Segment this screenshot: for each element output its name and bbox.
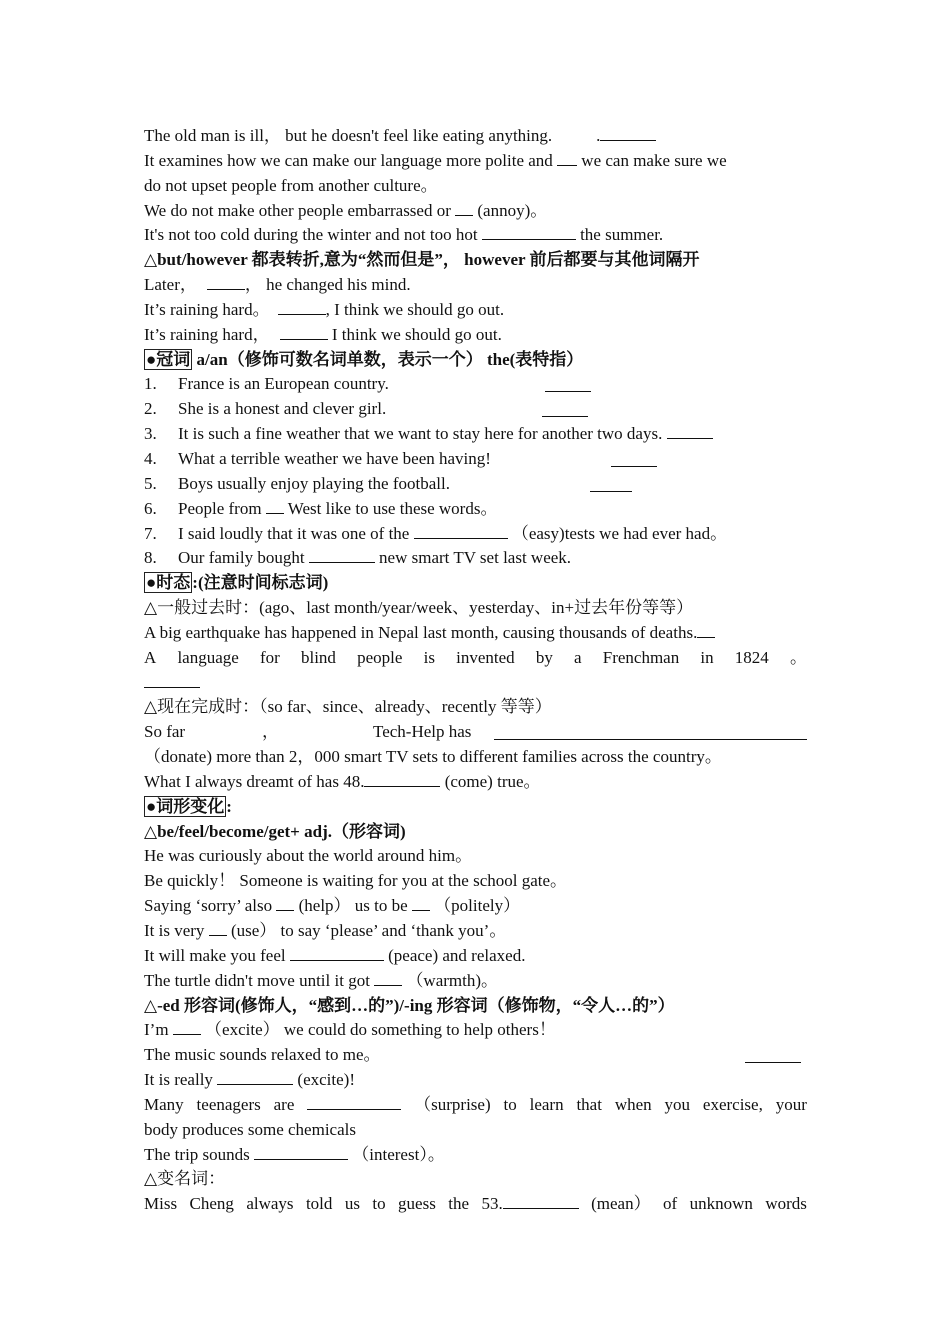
- sentence-line: It’s raining hard。 , I think we should go out.: [144, 299, 505, 319]
- list-item: 8. Our family bought new smart TV set last week.: [144, 548, 572, 568]
- word: to: [503, 1094, 517, 1114]
- word: Frenchman: [602, 647, 680, 667]
- word: （surprise): [414, 1094, 491, 1114]
- answer-blank[interactable]: [266, 498, 284, 514]
- word: us: [344, 1194, 360, 1214]
- word: that: [576, 1094, 602, 1114]
- answer-blank[interactable]: [412, 895, 430, 911]
- word: Many: [144, 1094, 184, 1114]
- sentence-line: （donate) more than 2，000 smart TV sets to different families across the country。: [144, 747, 722, 767]
- word: is: [423, 647, 435, 667]
- answer-blank[interactable]: [217, 1069, 293, 1085]
- sentence-line: He was curiously about the world around him。: [144, 846, 473, 866]
- answer-blank[interactable]: [173, 1019, 201, 1035]
- word: language: [177, 647, 239, 667]
- answer-blank[interactable]: [280, 324, 328, 340]
- word: exercise,: [702, 1094, 763, 1114]
- word: when: [614, 1094, 652, 1114]
- answer-blank[interactable]: [667, 423, 713, 439]
- sentence-text: The old man is ill， but he doesn't feel like eating anything.: [144, 126, 553, 145]
- answer-blank[interactable]: [590, 476, 632, 492]
- sentence-line: It's not too cold during the winter and not too hot the summer.: [144, 225, 664, 245]
- answer-blank[interactable]: [503, 1193, 579, 1209]
- word: [307, 1093, 401, 1118]
- sentence-line: A big earthquake has happened in Nepal last month, causing thousands of deaths.: [144, 621, 807, 646]
- sentence-line: The trip sounds （interest）。: [144, 1144, 445, 1164]
- word: the: [448, 1194, 470, 1214]
- subsection-heading: △变名词：: [144, 1169, 226, 1189]
- word: A: [144, 647, 157, 667]
- answer-blank[interactable]: [611, 451, 657, 467]
- answer-blank[interactable]: [414, 523, 508, 539]
- word: Miss: [144, 1194, 178, 1214]
- answer-blank[interactable]: [209, 920, 227, 936]
- answer-blank[interactable]: [600, 125, 656, 141]
- answer-blank[interactable]: [276, 895, 294, 911]
- subsection-heading: △-ed 形容词(修饰人，“感到…的”)/-ing 形容词（修饰物，“令人…的”）: [144, 995, 675, 1015]
- answer-blank[interactable]: [545, 376, 591, 392]
- sentence-line: What I always dreamt of has 48. (come) true。: [144, 771, 541, 791]
- sentence-line: The music sounds relaxed to me。: [144, 1043, 807, 1068]
- sentence-line: The old man is ill， but he doesn't feel like eating anything. .: [144, 124, 807, 149]
- word: Cheng: [189, 1194, 234, 1214]
- word: by: [535, 647, 553, 667]
- section-heading: ●时态 :(注意时间标志词): [146, 573, 329, 593]
- sentence-line: Later， ， he changed his mind.: [144, 275, 411, 295]
- answer-blank[interactable]: [290, 945, 384, 961]
- sentence-line: body produces some chemicals: [144, 1119, 356, 1139]
- word: of: [663, 1194, 678, 1214]
- answer-blank[interactable]: [482, 224, 576, 240]
- sentence-line: It is really (excite)!: [144, 1070, 355, 1090]
- word: in: [700, 647, 714, 667]
- answer-blank[interactable]: [307, 1094, 401, 1110]
- word: words: [765, 1194, 807, 1214]
- word: teenagers: [196, 1094, 261, 1114]
- word: to: [372, 1194, 386, 1214]
- section-label-box: ●时态: [146, 573, 191, 593]
- list-item: 1. France is an European country.: [144, 372, 807, 397]
- sentence-line: Be quickly！ Someone is waiting for you at the school gate。: [144, 871, 568, 891]
- answer-blank[interactable]: [278, 299, 326, 315]
- sentence-line: [144, 1093, 807, 1118]
- word: are: [273, 1094, 295, 1114]
- word: people: [357, 647, 403, 667]
- word: 53.: [481, 1192, 578, 1217]
- section-label-box: ●词形变化: [146, 796, 225, 816]
- answer-blank[interactable]: [494, 724, 807, 740]
- word: 1824: [734, 647, 769, 667]
- sentence-line: We do not make other people embarrassed or (annoy)。: [144, 200, 548, 220]
- sentence-line: Saying ‘sorry’ also (help） us to be （politely）: [144, 896, 521, 916]
- answer-blank[interactable]: [455, 200, 473, 216]
- sentence-line: So far ， Tech-Help has: [144, 720, 807, 745]
- answer-blank[interactable]: [374, 970, 402, 986]
- word: for: [259, 647, 280, 667]
- word: 。: [789, 647, 807, 667]
- word: always: [246, 1194, 294, 1214]
- word: (mean）: [591, 1194, 651, 1214]
- word: learn: [529, 1094, 564, 1114]
- word: your: [775, 1094, 807, 1114]
- answer-blank[interactable]: [309, 547, 375, 563]
- answer-blank[interactable]: [557, 150, 577, 166]
- section-label-box: ●冠词: [146, 349, 191, 369]
- sentence-line: It’s raining hard， I think we should go out.: [144, 324, 502, 344]
- sentence-line: It is very (use） to say ‘please’ and ‘thank you’。: [144, 921, 507, 940]
- list-item: 5. Boys usually enjoy playing the football.: [144, 472, 807, 497]
- answer-blank[interactable]: [697, 622, 715, 638]
- section-heading: ●冠词 a/an（修饰可数名词单数，表示一个） the(表特指）: [146, 349, 584, 369]
- sentence-line: It will make you feel (peace) and relaxed.: [144, 945, 526, 965]
- section-heading: △but/however 都表转折,意为“然而但是”， however 前后都要与其他词隔开: [144, 250, 700, 270]
- answer-blank[interactable]: [144, 672, 200, 688]
- word: guess: [398, 1194, 436, 1214]
- word: you: [664, 1094, 691, 1114]
- word: invented: [456, 647, 515, 667]
- answer-blank[interactable]: [364, 771, 440, 787]
- sentence-line: It examines how we can make our language more polite and we can make sure we: [144, 150, 727, 170]
- answer-blank[interactable]: [542, 401, 588, 417]
- subsection-heading: △现在完成时：（so far、since、already、recently 等等）: [144, 697, 552, 717]
- word: blind: [300, 647, 336, 667]
- sentence-line: do not upset people from another culture。: [144, 175, 438, 195]
- section-heading: ●词形变化 :: [146, 796, 232, 816]
- answer-blank[interactable]: [254, 1144, 348, 1160]
- sentence-line: I’m （excite） we could do something to help others！: [144, 1020, 556, 1040]
- answer-blank[interactable]: [745, 1047, 801, 1063]
- list-item: 3. It is such a fine weather that we want to stay here for another two days.: [144, 422, 807, 447]
- subsection-heading: △一般过去时：(ago、last month/year/week、yesterday、in+过去年份等等）: [144, 598, 694, 618]
- list-item: 6. People from West like to use these words。: [144, 498, 498, 518]
- list-item: 4. What a terrible weather we have been having!: [144, 447, 807, 472]
- word: a: [574, 647, 582, 667]
- word: unknown: [689, 1194, 753, 1214]
- sentence-line: [144, 646, 807, 671]
- sentence-line: [144, 1192, 807, 1217]
- sentence-line: [144, 671, 807, 696]
- word: told: [305, 1194, 333, 1214]
- answer-blank[interactable]: [207, 274, 245, 290]
- worksheet-page: [144, 124, 807, 1217]
- sentence-line: The turtle didn't move until it got （warmth)。: [144, 970, 499, 990]
- list-item: 2. She is a honest and clever girl.: [144, 397, 807, 422]
- list-item: 7. I said loudly that it was one of the （easy)tests we had ever had。: [144, 523, 728, 543]
- subsection-heading: △be/feel/become/get+ adj.（形容词): [144, 821, 406, 841]
